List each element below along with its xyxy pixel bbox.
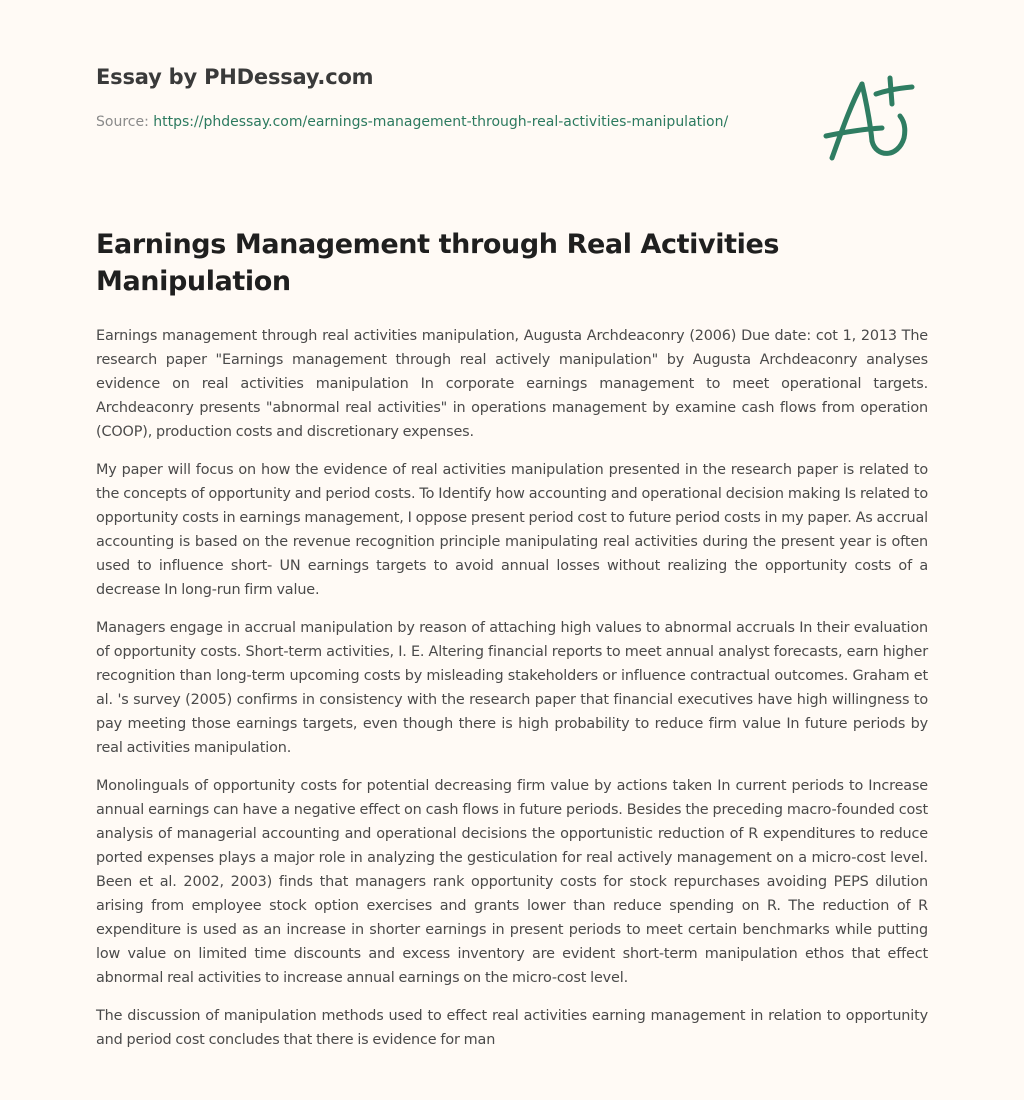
essay-title: Earnings Management through Real Activities Manipulation [96, 229, 780, 297]
essay-body [96, 324, 928, 1066]
source-line [96, 110, 736, 134]
essay-paragraph: Managers engage in accrual manipulation by reason of attaching high values to abnormal accruals In their evaluation of opportunity costs. Short-term activities, I. E. Altering financial reports to meet annual analyst forecasts, earn higher recognition than long-term upcoming costs by misleading stakeholders or influence contractual outcomes. Graham et al. 's survey (2005) confirms in consistency with the research paper that financial executives have high willingness to pay meeting those earnings targets, even though there is high probability to reduce firm value In future periods by real activities manipulation. [96, 620, 928, 756]
a-plus-grade-icon [820, 66, 930, 166]
source-link[interactable]: https://phdessay.com/earnings-management-through-real-activities-manipulation/ [153, 114, 729, 130]
essay-paragraph: My paper will focus on how the evidence of real activities manipulation presented in the research paper is related to the concepts of opportunity and period costs. To Identify how accounting and operational decision making Is related to opportunity costs in earnings management, I oppose present period cost to future period costs in my paper. As accrual accounting is based on the revenue recognition principle manipulating real activities during the present year is often used to influence short- UN earnings targets to avoid annual losses without realizing the opportunity costs of a decrease In long-run firm value. [96, 462, 928, 598]
essay-paragraph: The discussion of manipulation methods used to effect real activities earning management in relation to opportunity and period cost concludes that there is evidence for man [96, 1008, 928, 1048]
essay-paragraph: Monolinguals of opportunity costs for potential decreasing firm value by actions taken In current periods to Increase annual earnings can have a negative effect on cash flows in future periods. Besides the preceding macro-founded cost analysis of managerial accounting and operational decisions the opportunistic reduction of R expenditures to reduce ported expenses plays a major role in analyzing the gesticulation for real actively management on a micro-cost level. Been et al. 2002, 2003) finds that managers rank opportunity costs for stock repurchases avoiding PEPS dilution arising from employee stock option exercises and grants lower than reduce spending on R. The reduction of R expenditure is used as an increase in shorter earnings in present periods to meet certain benchmarks while putting low value on limited time discounts and excess inventory are evident short-term manipulation ethos that effect abnormal real activities to increase annual earnings on the micro-cost level. [96, 778, 928, 986]
source-label: Source: [96, 114, 154, 130]
essay-paragraph: Earnings management through real activities manipulation, Augusta Archdeaconry (2006) Due date: cot 1, 2013 The research paper "Earnings management through real actively manipulation" by Augusta Archdeaconry analyses evidence on real activities manipulation In corporate earnings management to meet operational targets. Archdeaconry presents "abnormal real activities" in operations management by examine cash flows from operation (COOP), production costs and discretionary expenses. [96, 328, 928, 440]
page-header [96, 62, 736, 134]
site-title: Essay by PHDessay.com [96, 65, 374, 89]
